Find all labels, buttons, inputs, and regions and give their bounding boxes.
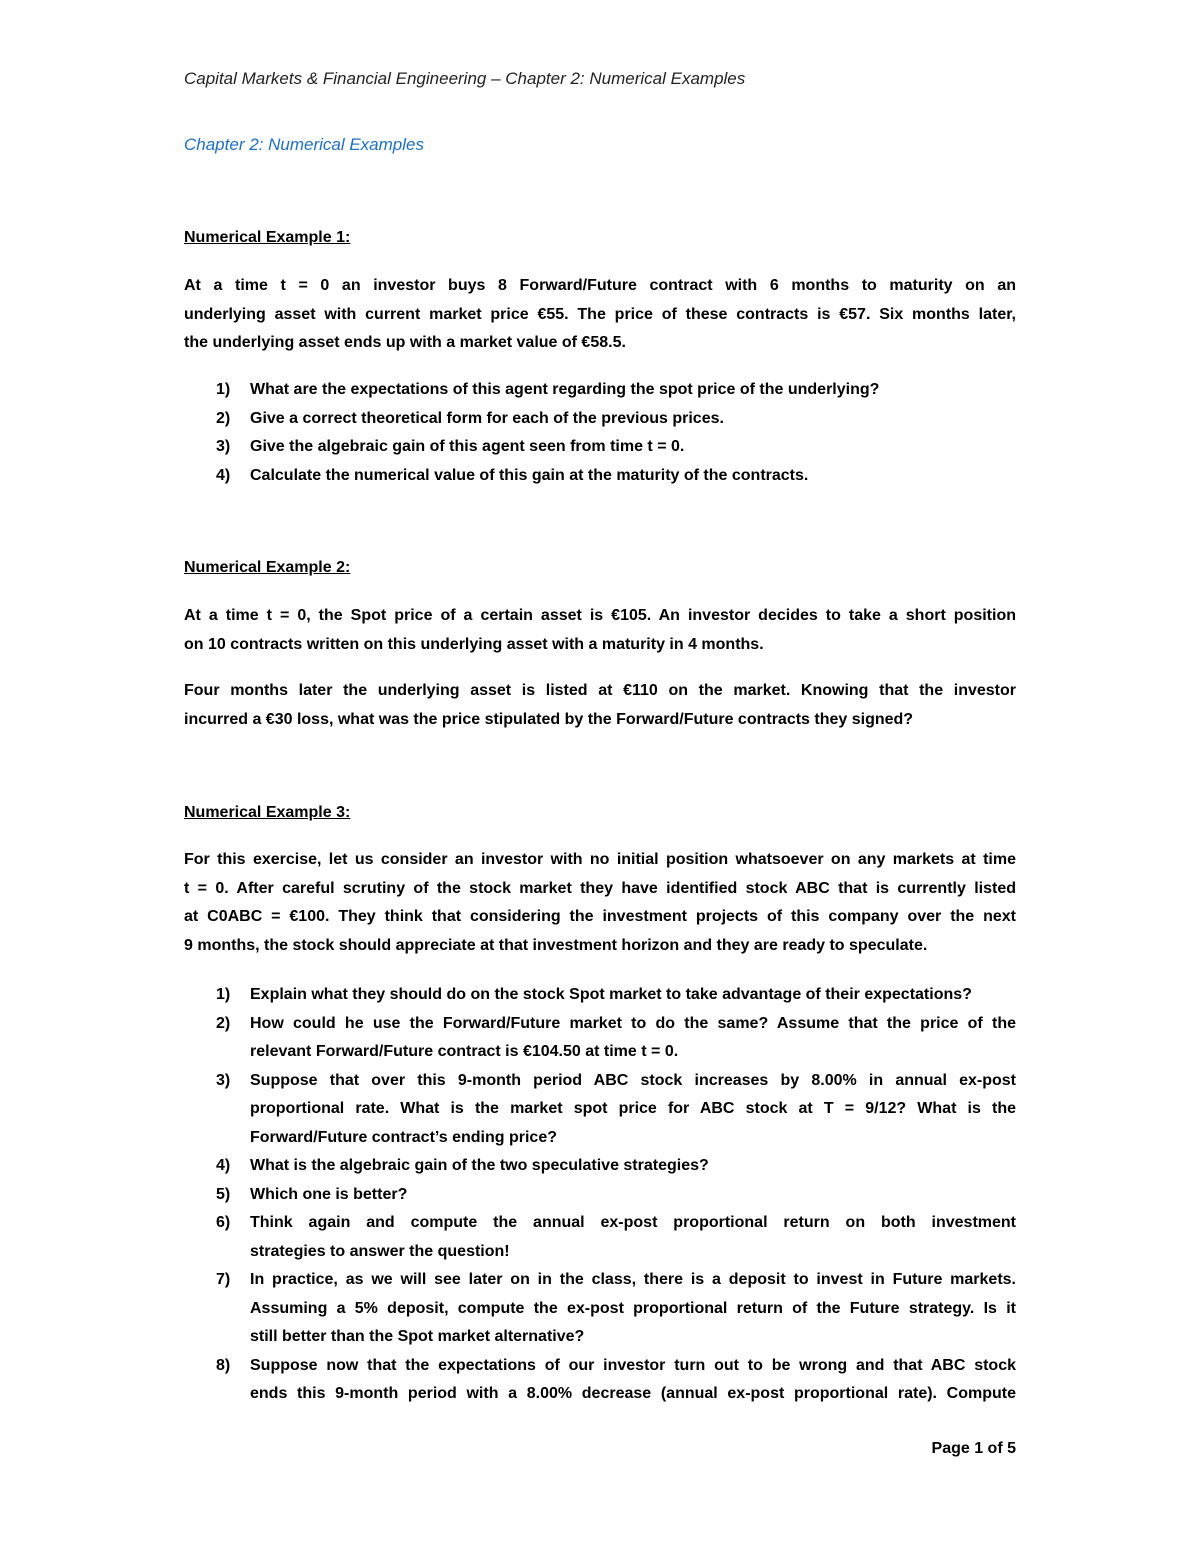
question-number: 2): [216, 409, 231, 427]
question-item: [184, 462, 1016, 491]
question-text: [250, 1209, 1016, 1266]
question-text: Give the algebraic gain of this agent seen from time t = 0.: [250, 438, 685, 455]
text-line: Forward/Future contract’s ending price?: [250, 1128, 557, 1146]
text-line: at C0ABC = €100. They think that considering the investment projects of this company over the next: [184, 908, 1016, 925]
question-item: [184, 1352, 1016, 1409]
example-3-heading: Numerical Example 3:: [184, 804, 351, 821]
question-item: [184, 981, 1016, 1010]
question-text: [250, 1352, 1016, 1409]
question-number: 7): [216, 1271, 231, 1288]
question-text: [250, 1181, 1016, 1210]
question-item: [184, 1209, 1016, 1266]
example-1-intro: [184, 272, 1016, 358]
text-line: incurred a €30 loss, what was the price stipulated by the Forward/Future contracts they signed?: [184, 710, 914, 728]
example-2-paragraph-2: [184, 677, 1016, 734]
question-item: [184, 405, 1016, 434]
text-line: t = 0. After careful scrutiny of the stock market they have identified stock ABC that is currently listed: [184, 879, 1016, 897]
text-line: proportional rate. What is the market spot price for ABC stock at T = 9/12? What is the: [250, 1100, 1016, 1117]
question-number: 3): [216, 1071, 231, 1089]
text-line: At a time t = 0, the Spot price of a certain asset is €105. An investor decides to take a short position: [184, 607, 1016, 624]
question-number: 4): [216, 1157, 231, 1174]
question-item: [184, 1266, 1016, 1352]
example-2-heading: Numerical Example 2:: [184, 559, 351, 576]
question-text: [250, 1152, 1016, 1181]
example-3-questions: [184, 981, 1016, 1409]
text-line: strategies to answer the question!: [250, 1242, 510, 1260]
text-line: 9 months, the stock should appreciate at that investment horizon and they are ready to speculate.: [184, 936, 928, 954]
text-line: the underlying asset ends up with a market value of €58.5.: [184, 334, 626, 351]
question-item: [184, 1067, 1016, 1153]
question-text: Give a correct theoretical form for each of the previous prices.: [250, 409, 724, 427]
text-line: relevant Forward/Future contract is €104.50 at time t = 0.: [250, 1043, 679, 1060]
text-line: What is the algebraic gain of the two speculative strategies?: [250, 1157, 709, 1174]
question-number: 8): [216, 1356, 231, 1374]
text-line: underlying asset with current market price €55. The price of these contracts is €57. Six months later,: [184, 305, 1016, 323]
example-1-questions: [184, 376, 1016, 490]
text-line: Think again and compute the annual ex-post proportional return on both investment: [250, 1214, 1016, 1231]
question-number: 4): [216, 466, 231, 484]
text-line: Assuming a 5% deposit, compute the ex-post proportional return of the Future strategy. Is it: [250, 1299, 1016, 1317]
text-line: At a time t = 0 an investor buys 8 Forward/Future contract with 6 months to maturity on an: [184, 277, 1016, 294]
question-text: [250, 1266, 1016, 1352]
text-line: Explain what they should do on the stock Spot market to take advantage of their expectations?: [250, 986, 972, 1003]
question-text: [250, 1010, 1016, 1067]
question-number: 5): [216, 1185, 231, 1203]
chapter-title: Chapter 2: Numerical Examples: [184, 135, 424, 154]
question-text: [250, 1067, 1016, 1153]
question-number: 2): [216, 1014, 231, 1032]
question-item: [184, 1010, 1016, 1067]
question-item: [184, 1152, 1016, 1181]
text-line: How could he use the Forward/Future market to do the same? Assume that the price of the: [250, 1014, 1016, 1032]
page-number: Page 1 of 5: [931, 1440, 1016, 1457]
question-text: Calculate the numerical value of this gain at the maturity of the contracts.: [250, 466, 809, 484]
text-line: Suppose that over this 9-month period ABC stock increases by 8.00% in annual ex-post: [250, 1071, 1016, 1089]
question-text: [250, 981, 1016, 1010]
question-number: 6): [216, 1214, 231, 1231]
question-item: [184, 376, 1016, 405]
question-item: [184, 433, 1016, 462]
text-line: on 10 contracts written on this underlying asset with a maturity in 4 months.: [184, 635, 764, 653]
text-line: still better than the Spot market alternative?: [250, 1328, 585, 1345]
example-3-intro: [184, 846, 1016, 960]
text-line: Four months later the underlying asset is listed at €110 on the market. Knowing that the investor: [184, 682, 1016, 699]
question-item: [184, 1181, 1016, 1210]
question-number: 1): [216, 381, 231, 398]
question-number: 1): [216, 986, 231, 1003]
example-1-heading: Numerical Example 1:: [184, 229, 351, 246]
text-line: In practice, as we will see later on in the class, there is a deposit to invest in Future markets.: [250, 1271, 1016, 1288]
text-line: For this exercise, let us consider an investor with no initial position whatsoever on any markets at time: [184, 851, 1016, 868]
question-number: 3): [216, 438, 231, 455]
text-line: Suppose now that the expectations of our investor turn out to be wrong and that ABC stock: [250, 1356, 1016, 1374]
question-text: What are the expectations of this agent regarding the spot price of the underlying?: [250, 381, 880, 398]
running-header: Capital Markets & Financial Engineering – Chapter 2: Numerical Examples: [184, 69, 746, 88]
text-line: Which one is better?: [250, 1185, 408, 1203]
example-2-paragraph-1: [184, 602, 1016, 659]
text-line: ends this 9-month period with a 8.00% decrease (annual ex-post proportional rate). Compute: [250, 1385, 1016, 1402]
